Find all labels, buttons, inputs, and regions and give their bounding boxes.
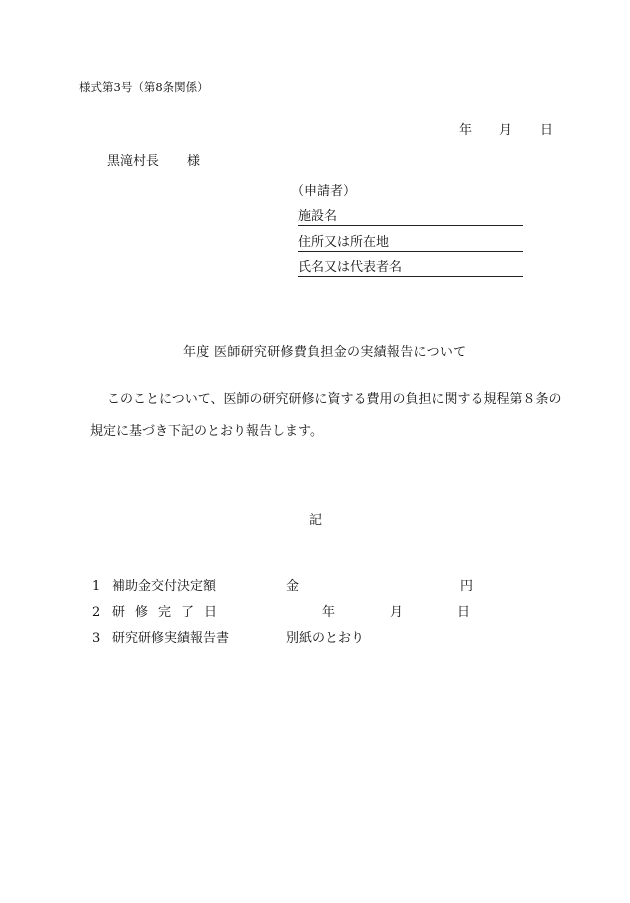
- item-1-value-suffix: 円: [460, 579, 474, 594]
- item-3-value: 別紙のとおり: [286, 631, 365, 646]
- item-2-day: 日: [457, 605, 471, 620]
- representative-field[interactable]: 氏名又は代表者名: [298, 261, 523, 277]
- addressee: [107, 155, 200, 168]
- item-1-label: 補助金交付決定額: [112, 579, 217, 594]
- date-month: 月: [499, 123, 513, 138]
- item-1-value-prefix: 金: [286, 579, 300, 594]
- applicant-label: （申請者）: [291, 184, 357, 199]
- form-number: 様式第3号（第8条関係）: [79, 80, 209, 94]
- facility-name-field[interactable]: 施設名: [298, 210, 523, 226]
- item-2-number: 2: [92, 605, 101, 620]
- address-field[interactable]: 住所又は所在地: [298, 236, 523, 252]
- addressee-honorific: 様: [187, 154, 201, 169]
- item-2-label: 研修完了日: [112, 605, 228, 620]
- item-1-number: 1: [92, 579, 101, 594]
- date-year: 年: [459, 123, 473, 138]
- date-day: 日: [540, 123, 554, 138]
- item-2-month: 月: [390, 605, 404, 620]
- item-2-year: 年: [322, 605, 336, 620]
- document-title: 年度 医師研究研修費負担金の実績報告について: [183, 345, 467, 360]
- body-line-2: 規定に基づき下記のとおり報告します。: [90, 424, 323, 439]
- item-3-label: 研究研修実績報告書: [112, 631, 230, 646]
- ki-heading: 記: [309, 513, 323, 528]
- item-3-number: 3: [92, 631, 101, 646]
- body-line-1: このことについて、医師の研究研修に資する費用の負担に関する規程第８条の: [107, 392, 562, 407]
- addressee-name: 黒滝村長: [107, 154, 160, 169]
